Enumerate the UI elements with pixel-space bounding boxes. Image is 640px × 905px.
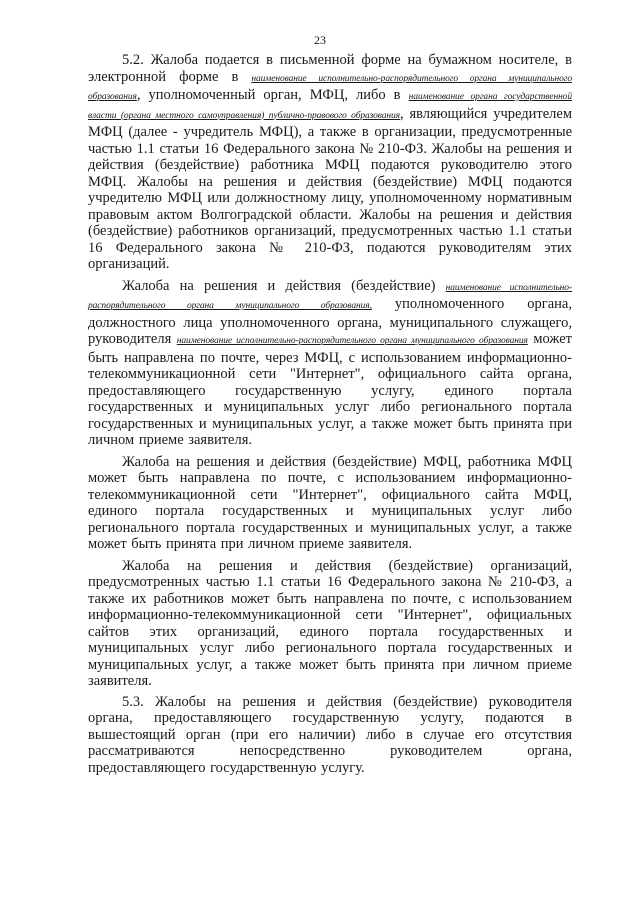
paragraph-text: может быть направлена по почте, через МФЦ, с использованием информационно-телекоммуникационной сети "Интернет", официального сайта органа, предоставляющего государственную услугу, единого портала государственных и муниципальных услуг либо регионального портала государственных и муниципальных услуг, а также может быть принята при личном приеме заявителя. <box>88 331 573 448</box>
paragraph-complaint-authority <box>88 278 572 449</box>
paragraph-5-2 <box>88 52 572 273</box>
paragraph-text: Жалоба на решения и действия (бездействие) МФЦ, работника МФЦ может быть направлена по почте, с использованием информационно-телекоммуникационной сети "Интернет", официального сайта МФЦ, единого портала государственных и муниципальных услуг либо регионального портала государственных и муниципальных услуг, а также может быть принята при личном приеме заявителя. <box>88 453 572 552</box>
paragraph-text: уполномоченного органа, должностного лица уполномоченного органа, муниципального служащего, руководителя <box>88 296 572 347</box>
paragraph-text: , являющийся учредителем МФЦ (далее - учредитель МФЦ), а также в организации, предусмотренные частью 1.1 статьи 16 Федерального закона № 210-ФЗ. Жалобы на решения и действия (бездействие) работника МФЦ подаются руководителю этого МФЦ. Жалобы на решения и действия (бездействие) МФЦ подаются учредителю МФЦ или должностному лицу, уполномоченному нормативным правовым актом Волгоградской области. Жалобы на решения и действия (бездействие) работников организаций, предусмотренных частью 1.1 статьи 16 Федерального закона № 210-ФЗ, подаются руководителям этих организаций. <box>88 105 572 272</box>
page-number: 23 <box>314 33 326 47</box>
document-body <box>88 52 572 781</box>
placeholder-note: наименование исполнительно-распорядительного органа муниципального образования <box>176 336 528 346</box>
paragraph-complaint-organizations <box>88 558 572 690</box>
placeholder-note: наименование исполнительно-распорядительного органа муниципального образования <box>88 73 572 102</box>
placeholder-note: наименование исполнительно-распорядительного органа муниципального образования, <box>88 282 572 311</box>
paragraph-text: 5.2. Жалоба подается в письменной форме на бумажном носителе, в электронной форме в <box>88 52 572 85</box>
placeholder-note: наименование органа государственной власти (органа местного самоуправления) публично-правового образования <box>88 92 572 121</box>
paragraph-text: Жалоба на решения и действия (бездействие) <box>122 277 446 294</box>
paragraph-text: Жалоба на решения и действия (бездействие) организаций, предусмотренных частью 1.1 статьи 16 Федерального закона № 210-ФЗ, а также их работников может быть направлена по почте, с использованием информационно-телекоммуникационной сети "Интернет", официальных сайтов этих организаций, единого портала государственных и муниципальных услуг либо регионального портала государственных и муниципальных услуг, а также может быть принята при личном приеме заявителя. <box>88 557 572 689</box>
paragraph-5-3 <box>88 694 572 777</box>
paragraph-text: , уполномоченный орган, МФЦ, либо в <box>136 87 409 103</box>
paragraph-complaint-mfc <box>88 454 572 553</box>
paragraph-text: 5.3. Жалобы на решения и действия (бездействие) руководителя органа, предоставляющего государственную услугу, подаются в вышестоящий орган (при его наличии) либо в случае его отсутствия рассматриваются непосредственно руководителем органа, предоставляющего государственную услугу. <box>88 693 572 776</box>
